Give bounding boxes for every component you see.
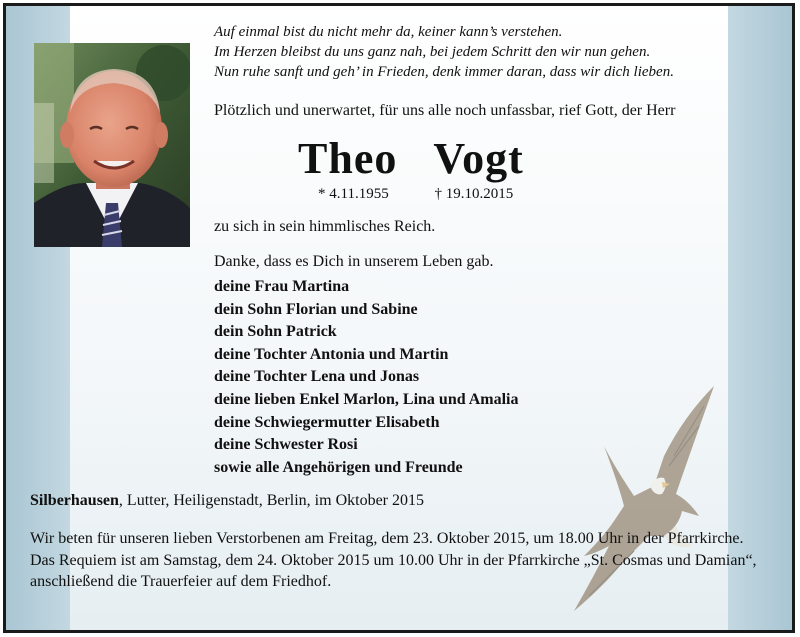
mourner-line: deine Schwester Rosi [214,436,358,454]
mourner-line: deine Schwiegermutter Elisabeth [214,413,440,431]
obituary-frame [3,3,795,633]
service-info [30,528,780,593]
portrait-photo [34,43,190,247]
verse-line: Auf einmal bist du nicht mehr da, keiner kann’s verstehen. [214,24,563,40]
mourner-line: deine Frau Martina [214,278,350,295]
verse-line: Im Herzen bleibst du uns ganz nah, bei jedem Schritt den wir nun gehen. [214,44,651,60]
mourner-line: deine lieben Enkel Marlon, Lina und Amalia [214,390,519,408]
verse-line: Nun ruhe sanft und geh’ in Frieden, denk immer daran, dass wir dich lieben. [214,64,674,80]
last-name: Vogt [433,134,524,183]
death-date: † 19.10.2015 [434,186,514,202]
prayer-text: Wir beten für unseren lieben Verstorbenen am Freitag, dem 23. Oktober 2015, um 18.00 Uhr in der Pfarrkirche. [30,530,744,547]
mourner-line: deine Tochter Lena und Jonas [214,368,420,386]
life-dates [318,186,513,203]
first-name: Theo [298,134,398,183]
requiem-text: Das Requiem ist am Samstag, dem 24. Oktober 2015 um 10.00 Uhr in der Pfarrkirche „St. Cosmas und Damian“, anschließend die Trauerfeier auf dem Friedhof. [30,551,757,590]
place-line [30,492,424,510]
poem-verse [214,22,674,82]
other-places: , Lutter, Heiligenstadt, Berlin, im Oktober 2015 [118,492,424,509]
thanks-text: Danke, dass es Dich in unserem Leben gab. [214,253,494,270]
mourner-line: sowie alle Angehörigen und Freunde [214,458,463,476]
mourner-line: dein Sohn Patrick [214,323,337,341]
birth-date: * 4.11.1955 [318,186,389,202]
heaven-text: zu sich in sein himmlisches Reich. [214,218,436,235]
home-town: Silberhausen [30,492,119,509]
mourner-line: deine Tochter Antonia und Martin [214,345,449,363]
mourners-list [214,276,519,479]
mourner-line: dein Sohn Florian und Sabine [214,300,418,318]
intro-text: Plötzlich und unerwartet, für uns alle noch unfassbar, rief Gott, der Herr [214,102,676,119]
deceased-name [298,133,524,184]
